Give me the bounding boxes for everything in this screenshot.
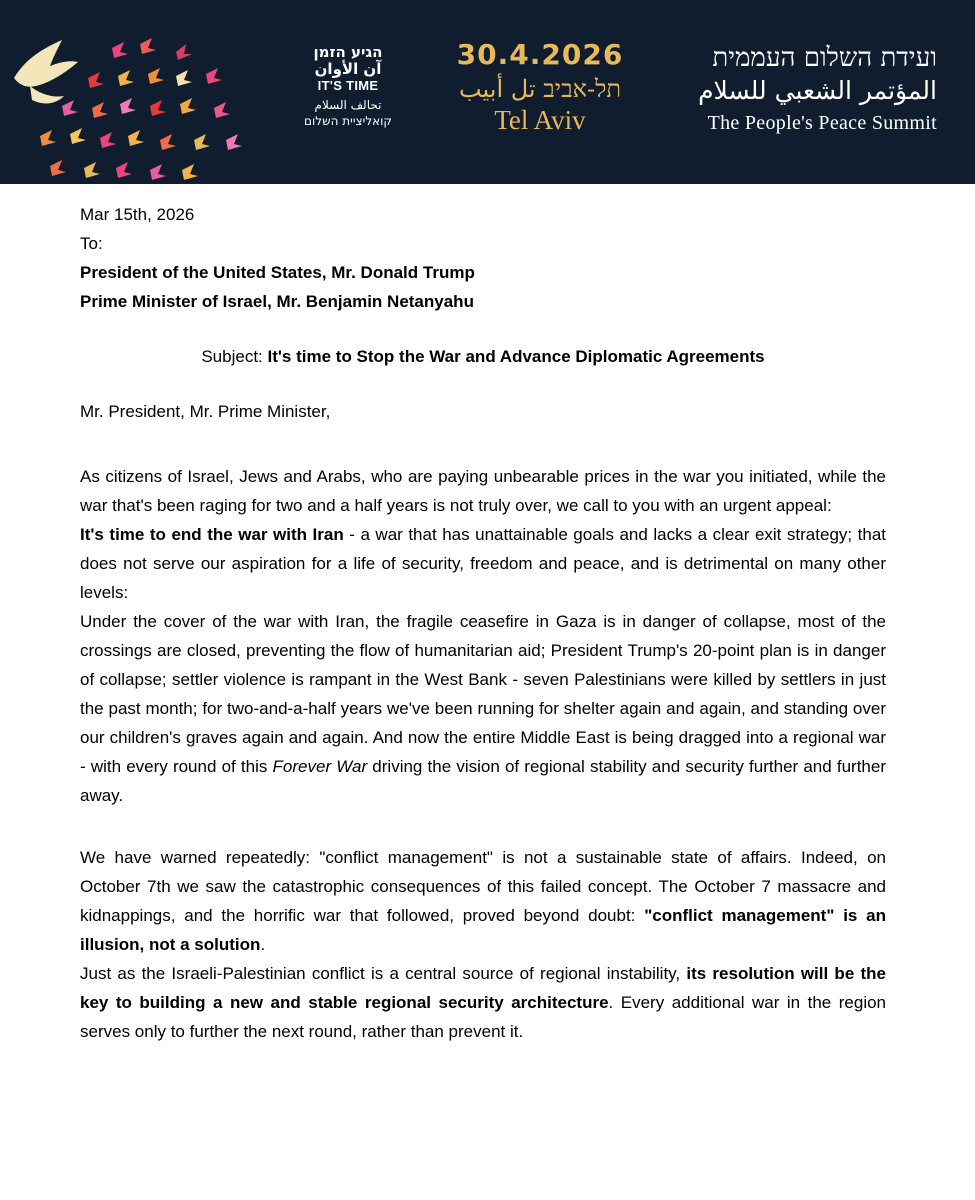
subject-line xyxy=(80,342,886,371)
its-time-arabic: آن الأوان xyxy=(314,60,382,78)
event-date-location xyxy=(434,38,646,136)
letter-date: Mar 15th, 2026 xyxy=(80,205,195,224)
its-time-hebrew: הגיע הזמן xyxy=(313,43,383,61)
event-city-local: תל-אביב تل أبيب xyxy=(458,75,622,103)
paragraph-4-bold: "conflict management" is an illusion, not a solution xyxy=(80,906,886,954)
coalition-hebrew: קואליציית השלום xyxy=(304,114,392,128)
summit-title-arabic: المؤتمر الشعبي للسلام xyxy=(698,76,937,105)
paragraph-5-start: Just as the Israeli-Palestinian conflict is a central source of regional instability, xyxy=(80,964,687,983)
dove-birds-icon xyxy=(0,0,260,184)
paragraph-5-end: . Every additional war in the region serves only to further the next round, rather than prevent it. xyxy=(80,993,887,1041)
paragraph-4-start: We have warned repeatedly: "conflict management" is not a sustainable state of affairs. Indeed, on October 7th we saw the catastrophic consequences of this failed concept. The October 7 massacre and kidnappings, and the horrific war that followed, proved beyond doubt: xyxy=(80,848,886,925)
recipient-prime-minister: Prime Minister of Israel, Mr. Benjamin Netanyahu xyxy=(80,292,474,311)
paragraph-2 xyxy=(80,520,886,607)
paragraph-3-italic: Forever War xyxy=(272,757,368,776)
paragraph-3-end: driving the vision of regional stability and security further and further away. xyxy=(80,757,886,805)
paragraph-1: As citizens of Israel, Jews and Arabs, who are paying unbearable prices in the war you initiated, while the war that's been raging for two and a half years is not truly over, we call to you with an urgent appeal: xyxy=(80,467,886,515)
paragraph-2-bold: It's time to end the war with Iran xyxy=(80,525,344,544)
paragraph-5 xyxy=(80,959,886,1046)
paragraph-3-start: Under the cover of the war with Iran, the fragile ceasefire in Gaza is in danger of collapse, most of the crossings are closed, preventing the flow of humanitarian aid; President Trump's 20-point plan is in danger of collapse; settler violence is rampant in the West Bank - seven Palestinians were killed by settlers in just the past month; for two-and-a-half years we've been running for shelter again and again, and standing over our children's graves again and again. And now the entire Middle East is being dragged into a regional war - with every round of this xyxy=(80,612,886,776)
recipient-president: President of the United States, Mr. Donald Trump xyxy=(80,263,475,282)
coalition-arabic: تحالف السلام xyxy=(314,98,382,112)
header-banner xyxy=(0,0,975,184)
paragraph-4 xyxy=(80,843,886,959)
paragraph-5-bold: its resolution will be the key to building a new and stable regional security architecture xyxy=(80,964,886,1012)
letter-body xyxy=(80,200,886,1046)
subject-text: It's time to Stop the War and Advance Diplomatic Agreements xyxy=(267,347,765,366)
paragraph-2-rest: - a war that has unattainable goals and lacks a clear exit strategy; that does not serve our aspiration for a life of security, freedom and peace, and is detrimental on many other levels: xyxy=(80,525,886,602)
event-city-english: Tel Aviv xyxy=(494,105,586,135)
event-date: 30.4.2026 xyxy=(456,38,624,71)
summit-title-hebrew: ועידת השלום העממית xyxy=(712,43,937,73)
summit-title-english: The People's Peace Summit xyxy=(707,112,937,134)
its-time-logo xyxy=(282,44,414,129)
to-label: To: xyxy=(80,234,103,253)
paragraph-3 xyxy=(80,607,886,810)
subject-label: Subject: xyxy=(201,347,268,366)
salutation: Mr. President, Mr. Prime Minister, xyxy=(80,402,331,421)
paragraph-4-end: . xyxy=(260,935,266,954)
its-time-english: IT'S TIME xyxy=(317,78,379,93)
summit-title xyxy=(637,42,937,136)
